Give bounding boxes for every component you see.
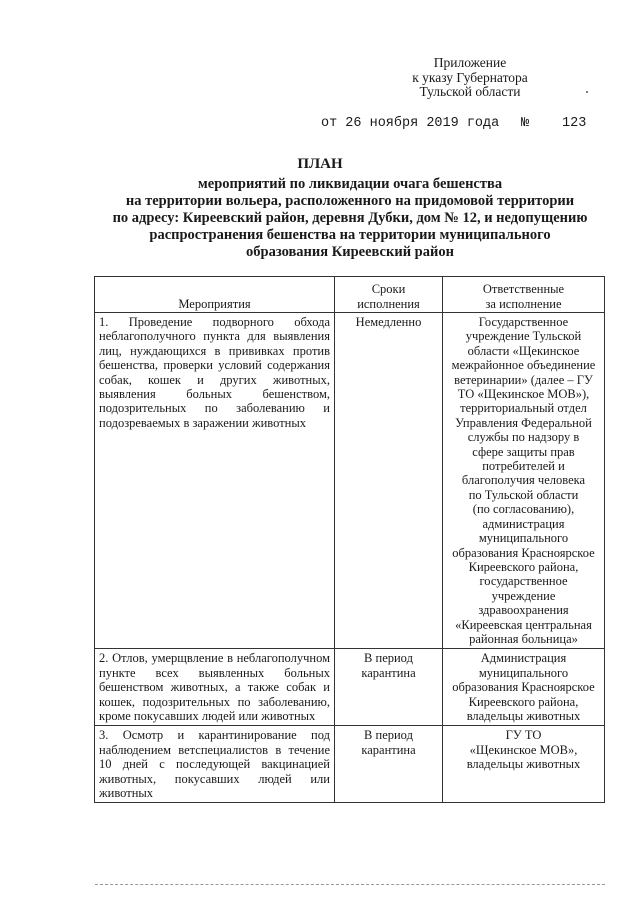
responsible-cell: ГУ ТО «Щекинское МОВ», владельцы животных <box>443 726 605 803</box>
decree-reference <box>321 116 587 131</box>
deadline-cell: В период карантина <box>335 726 443 803</box>
subtitle-line: на территории вольера, расположенного на придомовой территории <box>125 193 575 209</box>
activity-cell: 3. Осмотр и карантинирование под наблюдением ветспециалистов в течение 10 дней с последующей вакцинацией животных, покусавших людей или животных <box>95 726 335 803</box>
scan-speck <box>586 91 588 93</box>
table-row <box>95 649 605 726</box>
table-row <box>95 726 605 803</box>
responsible-cell: Администрация муниципального образования Красноярское Киреевского района, владельцы животных <box>443 649 605 726</box>
activity-cell: 1. Проведение подворного обхода неблагополучного пункта для выявления лиц, нуждающихся в прививках против бешенства, проверки условий содержания собак, кошек и других животных, выявления больных бешенством, подозрительных по заболеванию и подозреваемых в заражении животных <box>95 313 335 649</box>
decree-number-label: № <box>521 116 530 131</box>
responsible-cell: Государственное учреждение Тульской области «Щекинское межрайонное объединение ветеринарии» (далее – ГУ ТО «Щекинское МОВ»), территориальный отдел Управления Федеральной службы по надзору в сфере защиты прав потребителей и благополучия человека по Тульской области (по согласованию), администрация муниципального образования Красноярское Киреевского района, государственное учреждение здравоохранения «Киреевская центральная районная больница» <box>443 313 605 649</box>
document-title: ПЛАН <box>297 156 343 172</box>
appendix-line: Приложение <box>433 55 507 70</box>
subtitle-line: образования Киреевский район <box>246 244 454 260</box>
deadline-cell: В период карантина <box>335 649 443 726</box>
header-responsible: Ответственные за исполнение <box>443 277 605 313</box>
decree-date: от 26 ноября 2019 года <box>321 116 500 131</box>
decree-number: 123 <box>562 116 587 131</box>
appendix-line: Тульской области <box>419 84 521 99</box>
deadline-cell: Немедленно <box>335 313 443 649</box>
page-bottom-divider <box>95 884 605 887</box>
appendix-line: к указу Губернатора <box>412 69 528 85</box>
table-header-row <box>95 277 605 313</box>
header-activity: Мероприятия <box>95 277 335 313</box>
appendix-block <box>380 56 560 100</box>
activity-cell: 2. Отлов, умерщвление в неблагополучном пункте всех выявленных больных бешенством животных, а также собак и кошек, подозрительных по заболеванию, кроме покусавших людей или животных <box>95 649 335 726</box>
table-row <box>95 313 605 649</box>
subtitle-line: мероприятий по ликвидации очага бешенства <box>197 176 503 192</box>
plan-table <box>94 276 605 803</box>
document-subtitle <box>90 176 610 261</box>
header-deadline: Сроки исполнения <box>335 277 443 313</box>
subtitle-line: распространения бешенства на территории муниципального <box>149 227 551 243</box>
subtitle-line: по адресу: Киреевский район, деревня Дубки, дом № 12, и недопущению <box>112 210 588 226</box>
